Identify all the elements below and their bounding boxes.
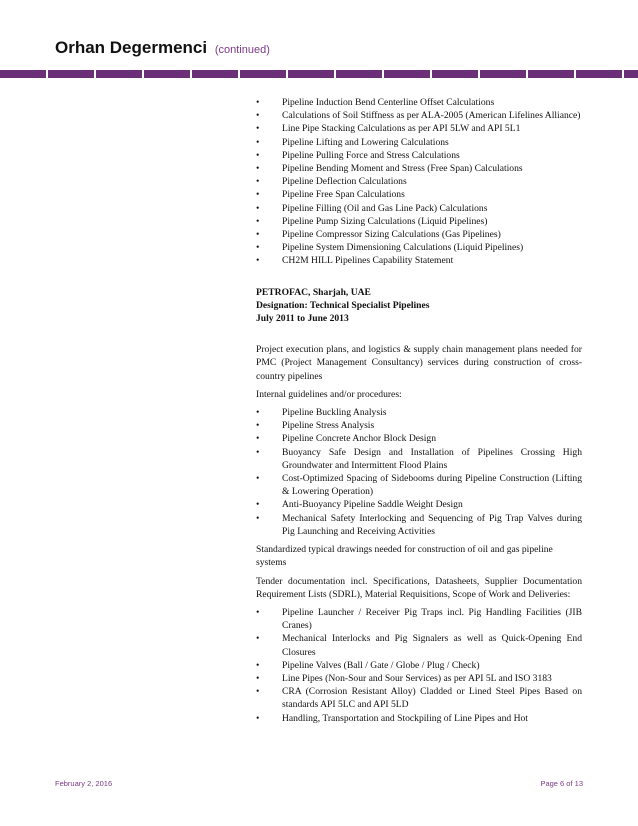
list-item: • Pipeline Bending Moment and Stress (Free Span) Calculations [256,163,523,175]
list-item: • Pipeline Compressor Sizing Calculations (Gas Pipelines) [256,229,501,241]
tender-list [256,606,582,725]
divider-gap [334,70,336,78]
execution-paragraph: Project execution plans, and logistics & supply chain management plans needed for PMC (Project Management Consultancy) services during construction of cross-country pipelines [256,344,582,382]
resume-body [256,96,582,725]
divider-gap [46,70,48,78]
drawings-paragraph: Standardized typical drawings needed for construction of oil and gas pipeline systems [256,544,553,569]
list-item: • Pipeline Buckling Analysis [256,407,387,419]
divider-gap [286,70,288,78]
divider-gap [382,70,384,78]
divider-gap [526,70,528,78]
guidelines-list [256,406,582,538]
guidelines-paragraph: Internal guidelines and/or procedures: [256,388,402,400]
continued-label: (continued) [214,44,270,56]
list-item: • Calculations of Soil Stiffness as per ALA-2005 (American Lifelines Alliance) [256,110,581,122]
list-item: • Mechanical Interlocks and Pig Signalers as well as Quick-Opening End Closures [256,633,582,658]
list-item: • Pipeline Concrete Anchor Block Design [256,433,437,445]
company-heading: PETROFAC, Sharjah, UAE [256,286,371,298]
footer-page-number: Page 6 of 13 [540,779,583,788]
designation-heading: Designation: Technical Specialist Pipelines [256,299,430,311]
list-item: • Pipeline Launcher / Receiver Pig Traps incl. Pig Handling Facilities (JIB Cranes) [256,606,582,632]
list-item: • Pipeline System Dimensioning Calculations (Liquid Pipelines) [256,242,524,254]
list-item: • Anti-Buoyancy Pipeline Saddle Weight Design [256,499,463,511]
list-item: • Mechanical Safety Interlocking and Sequencing of Pig Trap Valves during Pig Launching and Receiving Activities [256,512,582,537]
divider-gap [142,70,144,78]
divider-gap [478,70,480,78]
list-item: • Buoyancy Safe Design and Installation of Pipelines Crossing High Groundwater and Intermittent Flood Plains [256,446,582,471]
list-item: • Pipeline Induction Bend Centerline Offset Calculations [256,97,495,108]
list-item: • Pipeline Lifting and Lowering Calculations [256,136,449,148]
author-name: Orhan Degermenci [55,38,208,57]
employment-period: July 2011 to June 2013 [256,313,349,325]
divider-gap [430,70,432,78]
divider-gap [190,70,192,78]
list-item: • Line Pipe Stacking Calculations as per API 5LW and API 5L1 [256,123,521,135]
list-item: • Handling, Transportation and Stockpiling of Line Pipes and Hot [256,712,528,724]
divider-gap [238,70,240,78]
footer-date: February 2, 2016 [55,779,113,788]
list-item: • Pipeline Deflection Calculations [256,176,407,188]
list-item: • CH2M HILL Pipelines Capability Statement [256,255,454,267]
calculations-list [256,96,582,268]
list-item: • Pipeline Pump Sizing Calculations (Liquid Pipelines) [256,215,488,227]
list-item: • Pipeline Valves (Ball / Gate / Globe / Plug / Check) [256,659,480,671]
list-item: • Pipeline Pulling Force and Stress Calculations [256,149,460,161]
divider-gap [94,70,96,78]
list-item: • Line Pipes (Non-Sour and Sour Services) as per API 5L and ISO 3183 [256,672,552,684]
list-item: • Pipeline Free Span Calculations [256,189,405,201]
divider-gap [622,70,624,78]
list-item: • CRA (Corrosion Resistant Alloy) Cladded or Lined Steel Pipes Based on standards API 5LC and API 5LD [256,686,582,711]
page-header [55,38,270,58]
list-item: • Pipeline Stress Analysis [256,420,375,432]
header-divider-bar [0,70,638,78]
divider-gap [574,70,576,78]
list-item: • Cost-Optimized Spacing of Sidebooms during Pipeline Construction (Lifting & Lowering Operation) [256,473,582,498]
list-item: • Pipeline Filling (Oil and Gas Line Pack) Calculations [256,202,488,214]
tender-paragraph: Tender documentation incl. Specifications, Datasheets, Supplier Documentation Requirement Lists (SDRL), Material Requisitions, Scope of Work and Deliveries: [256,575,582,600]
